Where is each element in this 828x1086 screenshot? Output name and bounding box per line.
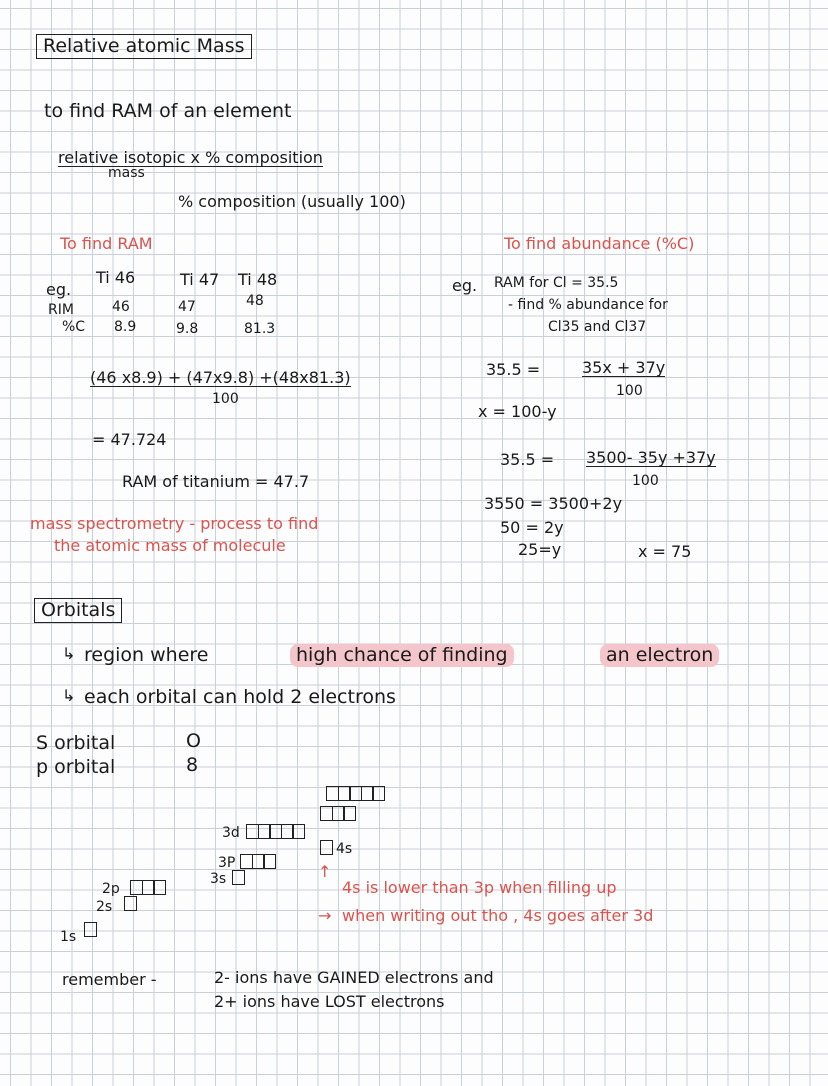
s-orbital-label: S orbital: [36, 732, 116, 754]
row-label-pc: %C: [62, 319, 86, 335]
level-4s-boxes: [320, 840, 332, 855]
eq3-num: 3500- 35y +37y: [586, 448, 716, 467]
eq2: x = 100-y: [478, 402, 557, 421]
eq3-den: 100: [632, 473, 659, 489]
left-heading: To find RAM: [60, 234, 153, 253]
page-title: Relative atomic Mass: [36, 34, 252, 59]
eq6: 25=y: [518, 540, 562, 559]
arrow-icon: ↳: [62, 644, 76, 663]
level-1s-label: 1s: [60, 929, 77, 945]
level-4d-boxes: [326, 786, 384, 801]
eg-right: eg.: [452, 276, 478, 295]
cl-line1: RAM for Cl = 35.5: [494, 275, 619, 291]
cl-line2: - find % abundance for: [508, 297, 668, 313]
level-4s-label: 4s: [336, 841, 353, 857]
isotope-ti48: Ti 48: [238, 270, 278, 289]
level-3p-label: 3P: [218, 855, 236, 871]
pc-813: 81.3: [244, 321, 276, 337]
orbital-def-highlight: high chance of finding: [290, 644, 514, 667]
p-orbital-label: p orbital: [36, 756, 116, 778]
mass-spec-line1: mass spectrometry - process to find: [30, 514, 319, 533]
s-orbital-icon: O: [186, 730, 201, 752]
arrow-right-icon: →: [318, 906, 332, 925]
pc-98: 9.8: [176, 321, 199, 337]
level-1s-boxes: [84, 922, 96, 937]
orbital-def-pre: region where: [84, 644, 209, 666]
intro-line: to find RAM of an element: [44, 100, 292, 122]
eq7: x = 75: [638, 542, 692, 561]
orbital-def-post: an electron: [600, 644, 719, 667]
calc-result: = 47.724: [92, 430, 167, 449]
formula-bottom: % composition (usually 100): [178, 192, 406, 211]
mass-spec-line2: the atomic mass of molecule: [54, 536, 286, 555]
right-heading: To find abundance (%C): [504, 234, 695, 253]
ions-line1: 2- ions have GAINED electrons and: [214, 968, 494, 987]
level-4p-boxes: [320, 806, 355, 821]
cl-line3: Cl35 and Cl37: [548, 319, 647, 335]
level-3d-boxes: [246, 824, 304, 839]
ram-titanium: RAM of titanium = 47.7: [122, 472, 310, 491]
calc-denominator: 100: [212, 391, 239, 407]
ions-line2: 2+ ions have LOST electrons: [214, 992, 445, 1011]
formula-mass: mass: [108, 165, 145, 181]
rim-47: 47: [178, 299, 196, 315]
eg-left: eg.: [46, 280, 72, 299]
rim-46: 46: [112, 299, 130, 315]
orbitals-title: Orbitals: [34, 598, 122, 623]
isotope-ti46: Ti 46: [96, 268, 136, 287]
arrow-icon: ↳: [62, 686, 76, 705]
level-3s-label: 3s: [210, 871, 227, 887]
level-2s-label: 2s: [96, 899, 113, 915]
calc-numerator: (46 x8.9) + (47x9.8) +(48x81.3): [90, 368, 351, 387]
eq1-left: 35.5 =: [486, 360, 541, 379]
remember-label: remember -: [62, 970, 157, 989]
curved-arrow-icon: ↑: [318, 862, 332, 881]
row-label-rim: RIM: [48, 302, 74, 318]
level-2p-label: 2p: [102, 881, 120, 897]
level-3d-label: 3d: [222, 825, 240, 841]
eq1-den: 100: [616, 383, 643, 399]
eq3-left: 35.5 =: [500, 450, 555, 469]
pc-89: 8.9: [114, 319, 137, 335]
level-2p-boxes: [130, 880, 165, 895]
eq4: 3550 = 3500+2y: [484, 494, 623, 513]
note-3d-order: when writing out tho , 4s goes after 3d: [342, 906, 654, 925]
note-4s-lower: 4s is lower than 3p when filling up: [342, 878, 617, 897]
formula-top: relative isotopic x % composition: [58, 148, 323, 167]
level-2s-boxes: [124, 896, 136, 911]
orbital-hold: each orbital can hold 2 electrons: [84, 686, 396, 708]
level-3s-boxes: [232, 870, 244, 885]
rim-48: 48: [246, 293, 264, 309]
eq5: 50 = 2y: [500, 518, 564, 537]
level-3p-boxes: [240, 854, 275, 869]
p-orbital-icon: 8: [186, 754, 199, 776]
eq1-num: 35x + 37y: [582, 358, 666, 377]
isotope-ti47: Ti 47: [180, 270, 220, 289]
